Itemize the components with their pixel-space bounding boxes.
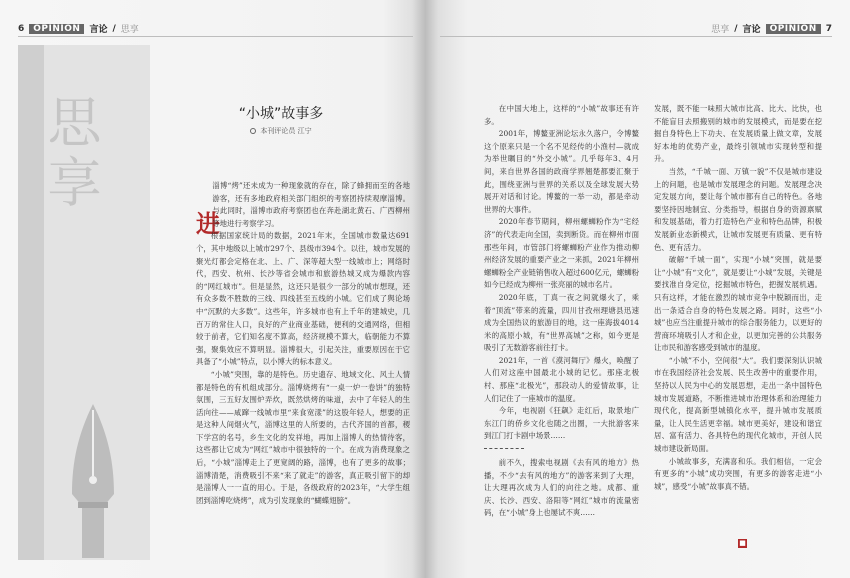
paragraph: 根据国家统计局的数据，2021年末，全国城市数量达691个，其中地级以上城市297个、县级市394个。以往，城市发展的聚光灯都会定格在北、上、广、深等超大型一线城市上；网络时代，西安、杭州、长沙等省会城市和旅游热城又成为爆款内容的“网红城市”。但是显然，这还只是很少一部分的城市想现，还有众多数不胜数的三线、四线甚至五线的小城。它们成了舆论场中“沉默的大多数”。这些年，许多城市也有上千年的建城史，几百万的常住人口，良好的产业商业基础，便利的交通网络，但相较于前者，它们知名度不算高，经济规模不算大，临朝能力不算强，聚集效应不算明显。淄博很大，引起关注，重要原因在于它具备了“小城”特点，以小博大的标本意义。 (196, 231, 410, 367)
paragraph: “小城”不小，空间很“大”。我们要深刻认识城市在我国经济社会发展、民生改善中的重要作用，坚持以人民为中心的发展思想，走出一条中国特色城市发展道路，不断推进城市治理体系和治理能力现代化，提高新型城镇化水平，提升城市发展质量，让人民生活更幸福。城市更美好，建设和谐宜居、富有活力、各具特色的现代化城市，开创人民城市建设新局面。 (654, 355, 822, 454)
header-divider: / (734, 23, 738, 34)
subsection-label: 思享 (120, 25, 139, 35)
article-column-2 (484, 103, 639, 561)
paragraph: 淄博“烤”还未成为一种现象就的存在，除了蜂拥而至的各地游客，还有多地政府相关部门组织的考察团持续观摩淄博。与此同时，淄博市政府考察团也在奔赴湖北黄石、广西柳州等地进行考察学习。 (212, 181, 410, 228)
article-title: “小城”故事多 (238, 106, 324, 122)
page-gutter (412, 0, 438, 578)
paragraph: 小城故事多，充满喜和乐。我们相信，一定会有更多的“小城”成功突围，有更多的游客走进“小城”，感受“小城”故事真不错。 (654, 456, 822, 491)
section-en-label: OPINION (29, 24, 84, 34)
header-divider: / (112, 23, 116, 34)
article-column-1 (196, 180, 410, 560)
paragraph: 在中国大地上，这样的“小城”故事还有许多。 (484, 104, 639, 126)
left-running-header (18, 22, 139, 35)
section-en-label: OPINION (766, 24, 821, 34)
paragraph: 发展，既不能一味照大城市比高、比大、比快，也不能盲目去照搬别的城市的发展模式，而是要在挖掘自身特色上下功夫、在发展质量上做文章，发展好本地的优势产业，最终引领城市实现转型和提升。 (654, 104, 822, 164)
paragraph: “小城”突围，靠的是特色。历史遗存、地域文化、风土人情都是特色的有机组成部分。淄博烧烤有“一桌一炉一卷饼”的独特氛围，三五好友围炉弄炊，既然烘烤的味道，去中了年轻人的生活向往——咸蹿一线城市里“来食宽漾”的这股年轻人，想要的正是这种人间烟火气，淄博这里的人所要的，古代齐国的首都，稷下学宫的名号，乡生文化的发祥地，再加上淄博人的热情待客，这些都让它成为“网红”城市中很独特的一个。在成为消费现象之后，“小城”淄博走上了更宽阔的路，淄博，也有了更多的故事；淄博清楚，消费吸引不来“来了就走”的游客，真正吸引留下的却是淄博人一一直的用心。于是，各级政府的2023年，“大学生组团到淄博吃烧烤”，成为引发现象的“蝴蝶翅膀”。 (196, 369, 410, 505)
sidebar-column-label: 思享 (39, 94, 102, 214)
paragraph: 2020年春节期间，柳州螺蛳粉作为“宅经济”的代表走向全国，卖到断货。而在柳州市面那些年间，市管部门将螺蛳粉产业作为推动柳州经济发展的重要产业之一来抓，2021年柳州螺蛳粉全产业链销售收入超过600亿元，螺蛳粉如今已经成为柳州一张亮丽的城市名片。 (484, 217, 639, 290)
paragraph: 2020年底，丁真一夜之间就爆火了，乘着“顶流”带来的流量，四川甘孜州理塘县迅速成为全国热议的旅游目的地，这一座海拔4014米的高原小城，有“世界高城”之称，如今更是吸引了无数游客前往打卡。 (484, 292, 639, 353)
drop-cap: 进 (196, 209, 220, 238)
end-mark-icon: ■ (739, 539, 746, 547)
page-number: 6 (18, 23, 25, 34)
article-byline (150, 126, 412, 136)
header-rule (440, 36, 832, 37)
paragraph: 前不久，搜索电视剧《去有风的地方》热播，不少“去有风的地方”的游客来到了大理，让大理再次成为人们的向往之地。成都、重庆、长沙、西安、洛阳等“网红”城市的流量密码，在“小城”身上也屡试不爽…… (484, 458, 639, 518)
byline-dot-icon (250, 128, 256, 134)
right-running-header (711, 22, 832, 35)
article-column-3 (654, 103, 822, 561)
subsection-label: 思享 (711, 25, 730, 35)
section-cn-label: 言论 (742, 25, 761, 35)
paragraph: 当然，“千城一面、万镇一貌”不仅是城市建设上的问题，也是城市发展理念的问题。发展理念决定发展方向，要让每个城市都有自己的特色。各地要坚持因地制宜、分类指导，根据自身的资源禀赋和发展基础，着力打造特色产业和特色品牌，积极发展新业态新模式，让城市发展更有质量、更有特色、更有活力。 (654, 166, 822, 252)
page-number: 7 (825, 23, 832, 34)
section-separator (484, 448, 524, 449)
fountain-pen-nib-icon (58, 398, 128, 558)
paragraph: 今年，电视剧《狂飙》走红后，取景地广东江门的侨乡文化也随之出圈，一大批游客来到江门打卡剧中场景…… (484, 406, 639, 441)
header-rule (18, 36, 413, 37)
paragraph: 破解“千城一面”，实现“小城”突围，就是要让“小城”有“文化”，就是要让“小城”发展，关键是要找准自身定位，挖掘城市特色，把握发展机遇。只有这样，才能在激烈的城市竞争中脱颖而出，走出一条适合自身的特色发展之路。同时，这些“小城”也应当注重提升城市的综合服务能力，以更好的营商环境吸引人才和企业，以更加完善的公共服务让市民和游客感受到城市的温度。 (654, 255, 822, 353)
section-cn-label: 言论 (89, 25, 108, 35)
byline-text: 本刊评论员 江宁 (260, 127, 312, 135)
paragraph: 2021年，一首《漠河舞厅》爆火，唤醒了人们对这座中国最北小城的记忆。那座北极村、那座“北极光”，那段动人的爱情故事，让人们记住了一座城市的温度。 (484, 355, 639, 403)
paragraph: 2001年，博鳌亚洲论坛永久落户，令博鳌这个原来只是一个名不见经传的小渔村—就成为举世瞩目的“外交小城”。几乎每年3、4月间，来自世界各国的政商学界翘楚都要汇聚于此，围绕亚洲与世界的关系以及全球发展大势展开对话和讨论。博鳌的一举一动，都是牵动世界的大事件。 (484, 129, 639, 214)
